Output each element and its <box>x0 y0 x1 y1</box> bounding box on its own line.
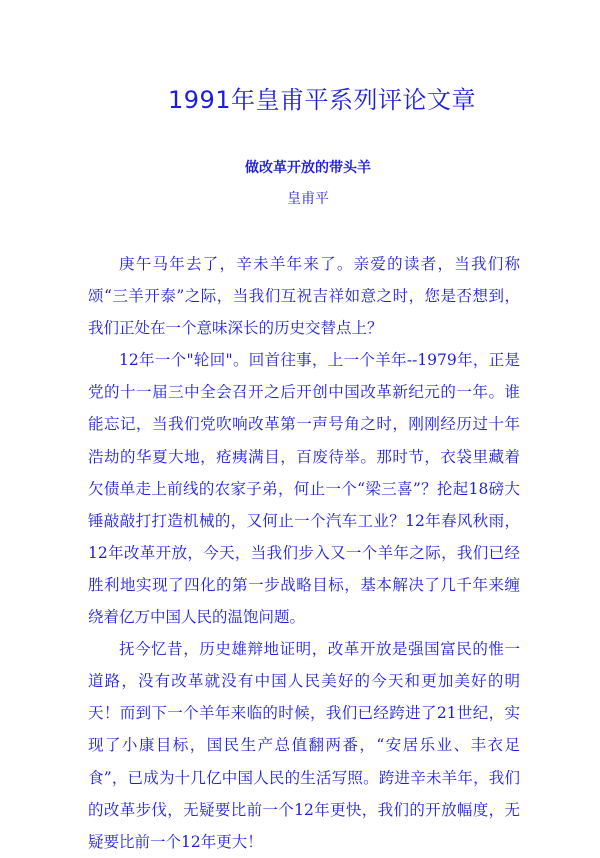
article-title: 做改革开放的带头羊 <box>245 160 371 176</box>
article-body <box>88 248 520 858</box>
paragraph: 12年一个"轮回"。回首往事，上一个羊年--1979年，正是党的十一届三中全会召开之后开创中国改革新纪元的一年。谁能忘记，当我们党吹响改革第一声号角之时，刚刚经历过十年浩劫的华夏大地，疮痍满目，百废待举。那时节，衣袋里藏着欠债单走上前线的农家子弟，何止一个“梁三喜”？抡起18磅大锤敲敲打打造机械的，又何止一个汽车工业？12年春风秋雨，12年改革开放，今天，当我们步入又一个羊年之际，我们已经胜利地实现了四化的第一步战略目标，基本解决了几千年来缠绕着亿万中国人民的温饱问题。 <box>88 351 520 627</box>
paragraph: 庚午马年去了，辛未羊年来了。亲爱的读者，当我们称颂“三羊开泰”之际，当我们互祝吉祥如意之时，您是否想到，我们正处在一个意味深长的历史交替点上？ <box>88 255 520 338</box>
author-name: 皇甫平 <box>287 191 329 207</box>
paragraph: 抚今忆昔，历史雄辩地证明，改革开放是强国富民的惟一道路，没有改革就没有中国人民美好的今天和更加美好的明天！而到下一个羊年来临的时候，我们已经跨进了21世纪，实现了小康目标，国民生产总值翻两番，“安居乐业、丰衣足食”，已成为十几亿中国人民的生活写照。跨进辛未羊年，我们的改革步伐，无疑要比前一个12年更快，我们的开放幅度，无疑要比前一个12年更大！ <box>88 640 520 851</box>
page-title: 1991年皇甫平系列评论文章 <box>167 86 477 114</box>
